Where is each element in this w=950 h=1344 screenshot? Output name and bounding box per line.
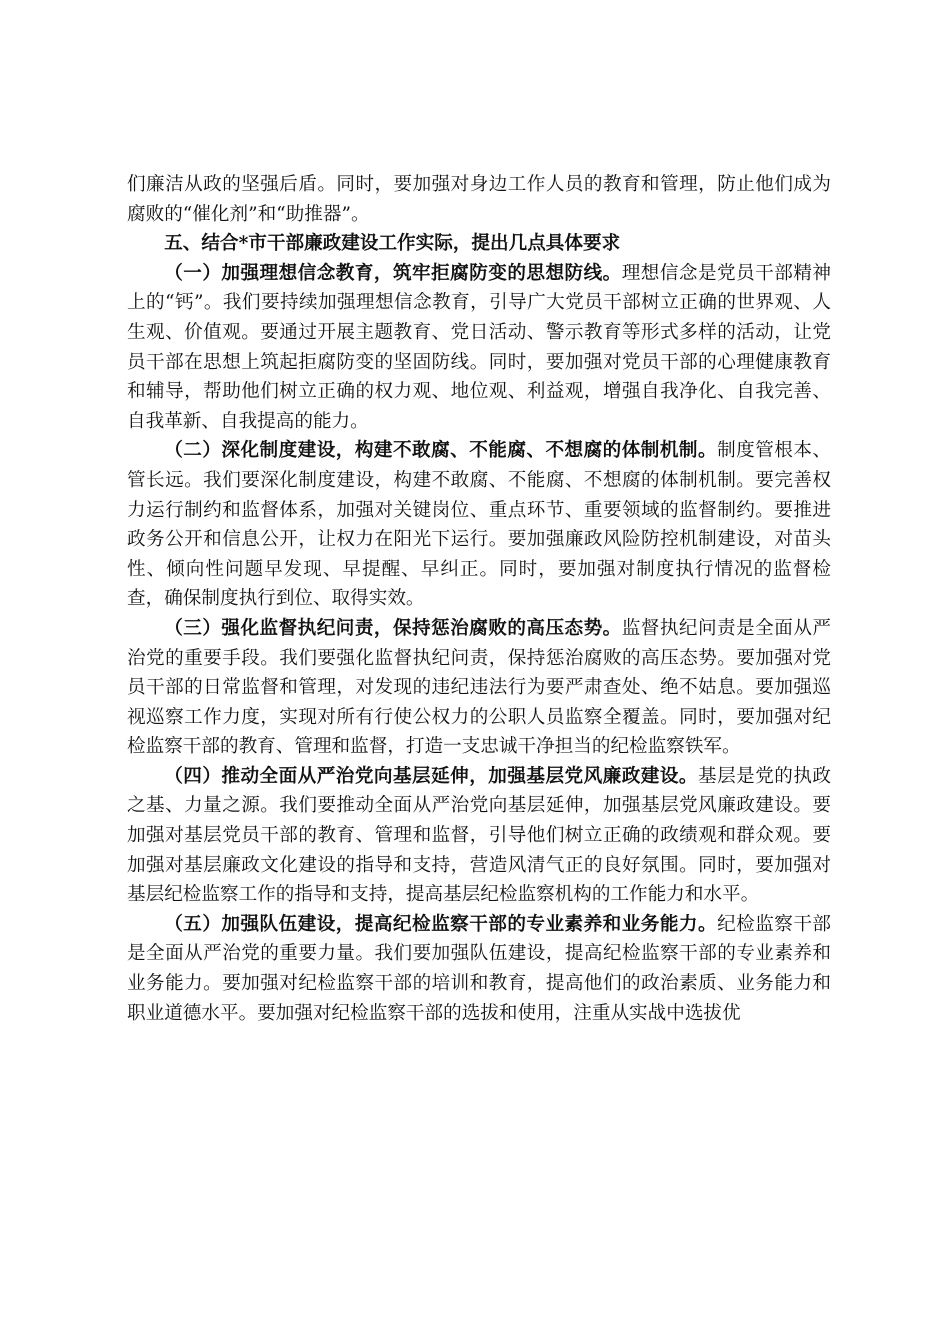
requirement-paragraph-3 bbox=[127, 614, 831, 762]
requirement-lead-2: （二）深化制度建设，构建不敢腐、不能腐、不想腐的体制机制。 bbox=[164, 440, 718, 462]
requirement-paragraph-2 bbox=[127, 436, 831, 614]
intro-paragraph: 们廉洁从政的坚强后盾。同时，要加强对身边工作人员的教育和管理，防止他们成为腐败的“催化剂”和“助推器”。 bbox=[127, 174, 831, 225]
requirement-paragraph-1 bbox=[127, 259, 831, 437]
section-heading: 五、结合*市干部廉政建设工作实际，提出几点具体要求 bbox=[164, 233, 621, 255]
requirement-lead-4: （四）推动全面从严治党向基层延伸，加强基层党风廉政建设。 bbox=[164, 765, 698, 787]
document-body bbox=[127, 170, 831, 1028]
requirement-body-5: 纪检监察干部是全面从严治党的重要力量。我们要加强队伍建设，提高纪检监察干部的专业素养和业务能力。要加强对纪检监察干部的培训和教育，提高他们的政治素质、业务能力和职业道德水平。要加强对纪检监察干部的选拔和使用，注重从实战中选拔优 bbox=[127, 913, 831, 1024]
requirement-body-4: 基层是党的执政之基、力量之源。我们要推动全面从严治党向基层延伸，加强基层党风廉政建设。要加强对基层党员干部的教育、管理和监督，引导他们树立正确的政绩观和群众观。要加强对基层廉政文化建设的指导和支持，营造风清气正的良好氛围。同时，要加强对基层纪检监察工作的指导和支持，提高基层纪检监察机构的工作能力和水平。 bbox=[127, 765, 831, 906]
requirement-body-2: 制度管根本、管长远。我们要深化制度建设，构建不敢腐、不能腐、不想腐的体制机制。要完善权力运行制约和监督体系，加强对关键岗位、重点环节、重要领域的监督制约。要推进政务公开和信息公开，让权力在阳光下运行。要加强廉政风险防控机制建设，对苗头性、倾向性问题早发现、早提醒、早纠正。同时，要加强对制度执行情况的监督检查，确保制度执行到位、取得实效。 bbox=[127, 440, 831, 610]
requirement-body-1: 理想信念是党员干部精神上的“钙”。我们要持续加强理想信念教育，引导广大党员干部树立正确的世界观、人生观、价值观。要通过开展主题教育、党日活动、警示教育等形式多样的活动，让党员干部在思想上筑起拒腐防变的坚固防线。同时，要加强对党员干部的心理健康教育和辅导，帮助他们树立正确的权力观、地位观、利益观，增强自我净化、自我完善、自我革新、自我提高的能力。 bbox=[127, 262, 831, 432]
requirement-paragraph-4 bbox=[127, 762, 831, 910]
requirement-lead-1: （一）加强理想信念教育，筑牢拒腐防变的思想防线。 bbox=[164, 262, 622, 284]
requirement-paragraph-5 bbox=[127, 910, 831, 1028]
requirement-lead-3: （三）强化监督执纪问责，保持惩治腐败的高压态势。 bbox=[164, 617, 622, 639]
requirement-lead-5: （五）加强队伍建设，提高纪检监察干部的专业素养和业务能力。 bbox=[164, 913, 718, 935]
requirement-body-3: 监督执纪问责是全面从严治党的重要手段。我们要强化监督执纪问责，保持惩治腐败的高压态势。要加强对党员干部的日常监督和管理，对发现的违纪违法行为要严肃查处、绝不姑息。要加强巡视巡察工作力度，实现对所有行使公权力的公职人员监察全覆盖。同时，要加强对纪检监察干部的教育、管理和监督，打造一支忠诚干净担当的纪检监察铁军。 bbox=[127, 617, 831, 758]
